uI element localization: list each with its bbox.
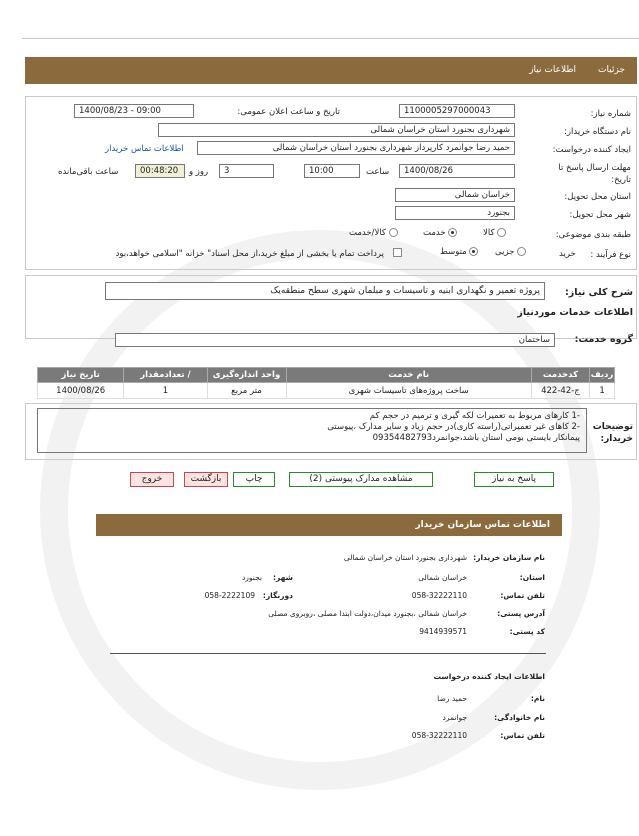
contact-divider xyxy=(110,653,546,654)
goods-service-radio[interactable] xyxy=(389,228,398,237)
category-goods-option[interactable] xyxy=(483,228,506,238)
creator-phone-value: 058-32222110 xyxy=(411,731,467,740)
buyer-contact-link[interactable]: اطلاعات تماس خریدار xyxy=(105,144,184,154)
payment-checkbox[interactable] xyxy=(393,248,402,257)
col-service-code: کدخدمت xyxy=(531,368,589,383)
category-goods-service-option[interactable] xyxy=(349,228,398,238)
minor-radio-label: جزیی xyxy=(495,247,515,257)
services-title: اطلاعات خدمات موردنیاز xyxy=(517,307,633,318)
minor-radio[interactable] xyxy=(517,247,526,256)
deadline-time-field: 10:00 xyxy=(304,164,360,178)
medium-radio-label: متوسط xyxy=(440,247,467,257)
contact-city-value: بجنورد xyxy=(241,573,262,582)
contact-org-label: نام سازمان خریدار: xyxy=(473,553,545,562)
delivery-province-label: استان محل تحویل: xyxy=(564,192,631,202)
contact-org-value: شهرداری بجنورد استان خراسان شمالی xyxy=(343,553,467,562)
notes-label: توضیحات خریدار: xyxy=(592,422,633,444)
col-quantity: / تعداد‌مقدار xyxy=(124,368,207,383)
contact-postal-value: 9414939571 xyxy=(419,627,467,636)
contact-phone-label: تلفن تماس: xyxy=(500,591,545,600)
notes-line-2: -2 کاهای غیر تعمیراتی(راسته کاری)در حجم زیاد و سایر مدارک ،پیوستی xyxy=(327,422,580,432)
col-service-name: نام خدمت xyxy=(286,368,531,383)
goods-service-radio-label: کالا/خدمت xyxy=(349,228,386,238)
notes-field xyxy=(37,408,587,453)
cell-quantity: 1 xyxy=(124,383,207,399)
delivery-province-field: خراسان شمالی xyxy=(395,188,515,202)
time-label: ساعت xyxy=(366,167,390,177)
cell-service-code: ج-42-422 xyxy=(531,383,589,399)
creator-name-value: حمید رضا xyxy=(437,694,467,703)
service-group-label: گروه خدمت: xyxy=(574,334,633,345)
process-minor-option[interactable] xyxy=(495,247,526,257)
service-group-field: ساختمان xyxy=(115,333,555,347)
process-label: نوع فرآیند : xyxy=(590,250,631,260)
category-service-option[interactable] xyxy=(423,228,457,238)
exit-button[interactable]: خروج xyxy=(130,472,174,487)
medium-radio[interactable] xyxy=(469,247,478,256)
tab-details[interactable]: جزئیات xyxy=(598,65,625,75)
summary-label: شرح کلی نیاز: xyxy=(564,287,633,298)
days-label: روز و xyxy=(189,167,209,177)
requester-field: حمید رضا جوانمرد کارپرداز شهرداری بجنورد استان خراسان شمالی xyxy=(197,141,515,155)
creator-phone-label: تلفن تماس: xyxy=(500,731,545,740)
contact-postal-label: کد پستی: xyxy=(509,627,545,636)
tab-need-info[interactable]: اطلاعات نیاز xyxy=(529,65,576,75)
creator-family-value: جوانمرد xyxy=(442,713,467,722)
need-number-label: شماره نیاز: xyxy=(590,109,631,119)
service-radio-label: خدمت xyxy=(423,228,446,238)
creator-family-label: نام خانوادگی: xyxy=(494,713,545,722)
process-purchase: خرید xyxy=(559,249,576,259)
days-field: 3 xyxy=(219,164,274,178)
col-unit: واحد اندازه‌گیری xyxy=(207,368,286,383)
remaining-time-field: 00:48:20 xyxy=(135,164,185,178)
notes-line-3: پیمانکار بایستی بومی استان باشد،جوانمرد09354482793 xyxy=(372,433,580,443)
col-need-date: تاریخ نیاز xyxy=(38,368,124,383)
delivery-city-label: شهر محل تحویل: xyxy=(569,210,631,220)
notes-line-1: -1 کارهای مربوط به تعمیرات لکه گیری و ترمیم در حجم کم xyxy=(369,411,580,421)
announce-label: تاریخ و ساعت اعلان عمومی: xyxy=(237,107,340,117)
deadline-date-field: 1400/08/26 xyxy=(399,164,515,178)
process-medium-option[interactable] xyxy=(440,247,478,257)
requester-label: ایجاد کننده درخواست: xyxy=(552,145,631,155)
deadline-label: مهلت ارسال پاسخ تا تاریخ: xyxy=(558,163,631,185)
buyer-org-label: نام دستگاه خریدار: xyxy=(564,127,631,137)
goods-radio[interactable] xyxy=(497,228,506,237)
cell-service-name: ساخت پروژه‌های تاسیسات شهری xyxy=(286,383,531,399)
back-button[interactable]: بازگشت xyxy=(184,472,228,487)
remaining-label: ساعت باقی‌مانده xyxy=(58,167,119,177)
reply-button[interactable]: پاسخ به نیاز xyxy=(474,472,554,487)
need-number-field: 1100005297000043 xyxy=(399,104,515,118)
contact-fax-label: دورنگار: xyxy=(262,591,293,600)
announce-field: 1400/08/23 - 09:00 xyxy=(74,104,194,118)
category-label: طبقه بندی موضوعی: xyxy=(555,230,631,240)
contact-phone-value: 058-32222110 xyxy=(411,591,467,600)
contact-province-value: خراسان شمالی xyxy=(418,573,467,582)
contact-city-label: شهر: xyxy=(273,573,293,582)
payment-note: پرداخت تمام یا بخشی از مبلغ خرید،از محل اسناد" خزانه "اسلامی خواهد،بود xyxy=(115,249,384,259)
creator-title: اطلاعات ایجاد کننده درخواست xyxy=(433,672,545,681)
contact-section-bar xyxy=(96,514,562,536)
table-row xyxy=(38,383,615,399)
cell-need-date: 1400/08/26 xyxy=(38,383,124,399)
delivery-city-field: بجنورد xyxy=(395,206,515,220)
contact-address-label: آدرس پستی: xyxy=(497,609,545,618)
contact-fax-value: 058-2222109 xyxy=(204,591,255,600)
contact-address-value: خراسان شمالی ،بجنورد میدان،دولت ابتدا مصلی ،روبروی مصلی xyxy=(268,609,467,618)
col-row-number: ردیف xyxy=(590,368,615,383)
top-divider xyxy=(22,38,639,39)
attachments-button[interactable]: مشاهده مدارک پیوستی (2) xyxy=(289,472,433,487)
creator-name-label: نام: xyxy=(530,694,545,703)
service-radio[interactable] xyxy=(448,228,457,237)
contact-province-label: استان: xyxy=(519,573,545,582)
summary-field: پروژه تعمیر و نگهداری ابنیه و تاسیسات و مبلمان شهری سطح منطقه‌یک xyxy=(105,282,545,300)
header-bar xyxy=(25,57,637,84)
services-table xyxy=(37,367,615,399)
contact-title: اطلاعات تماس سازمان خریدار xyxy=(415,520,550,530)
cell-row-number: 1 xyxy=(590,383,615,399)
table-header-row xyxy=(38,368,615,383)
goods-radio-label: کالا xyxy=(483,228,495,238)
buyer-org-field: شهرداری بجنورد استان خراسان شمالی xyxy=(158,123,515,137)
cell-unit: متر مربع xyxy=(207,383,286,399)
print-button[interactable]: چاپ xyxy=(233,472,275,487)
